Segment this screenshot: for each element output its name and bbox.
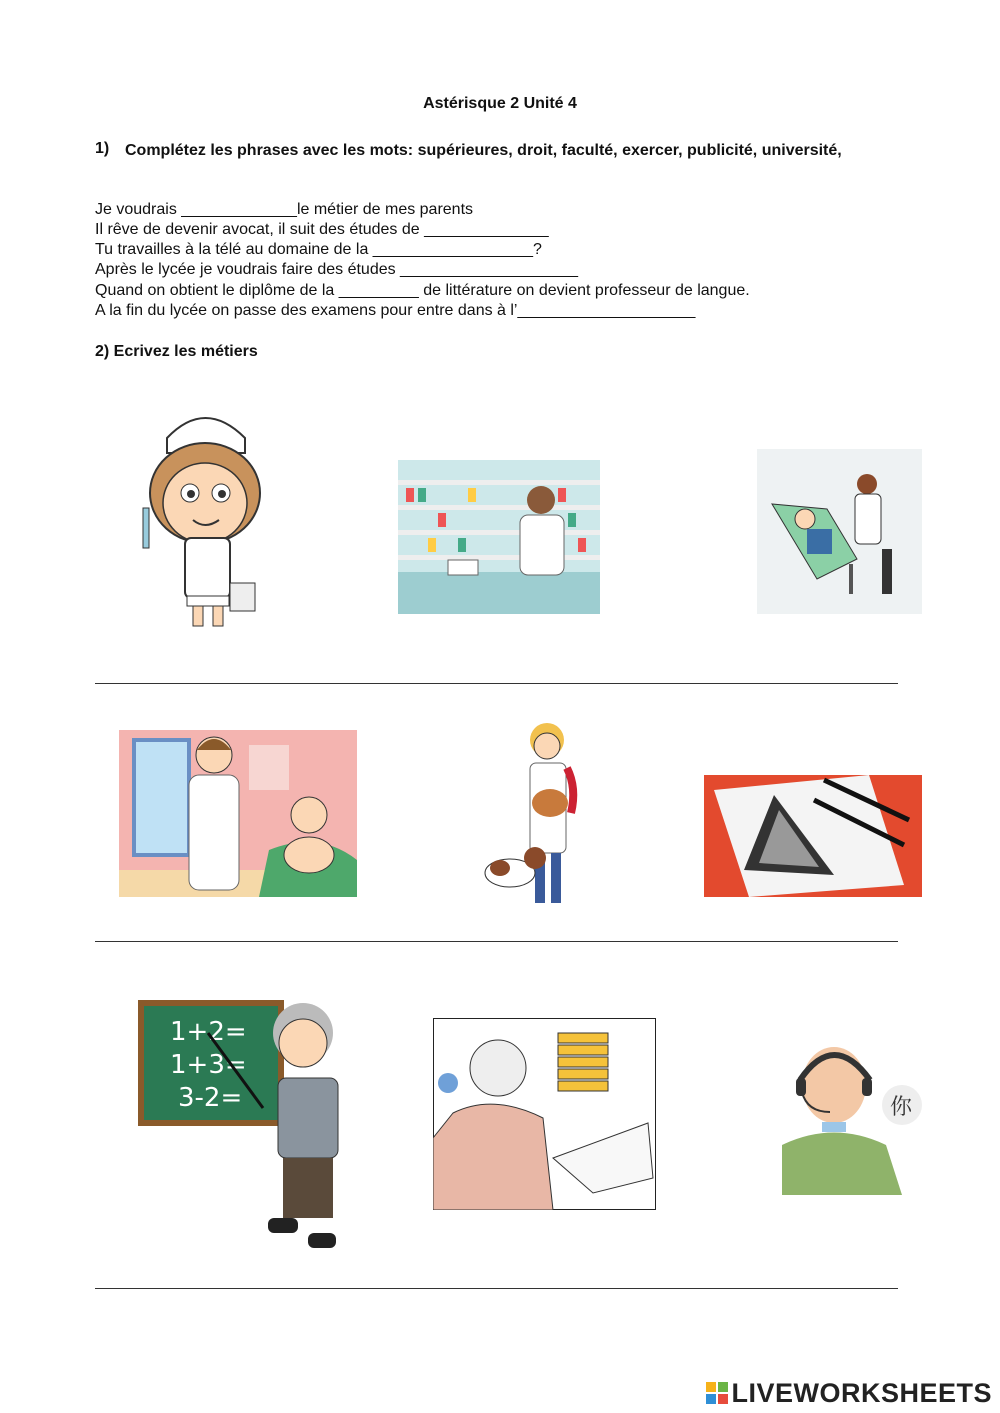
liveworksheets-logo[interactable] xyxy=(706,1378,992,1408)
dentist-image xyxy=(757,449,922,614)
answer-line-1[interactable] xyxy=(95,683,898,684)
writer-image xyxy=(433,1018,656,1210)
sentence-6[interactable]: A la fin du lycée on passe des examens pour entre dans à l’____________________ xyxy=(95,302,696,319)
answer-line-2[interactable] xyxy=(95,941,898,942)
sentence-1[interactable]: Je voudrais _____________le métier de mes parents xyxy=(95,201,474,218)
nurse-image xyxy=(115,398,295,633)
logo-icon xyxy=(706,1382,728,1404)
svg-text:1+3=: 1+3= xyxy=(170,1050,247,1080)
exercise-1-number: 1) xyxy=(95,140,110,157)
logo-text: LIVEWORKSHEETS xyxy=(731,1377,992,1408)
sentence-5[interactable]: Quand on obtient le diplôme de la _________ de littérature on devient professeur de langue. xyxy=(95,282,750,299)
exercise-2-instruction: 2) Ecrivez les métiers xyxy=(95,343,258,360)
interpreter-image xyxy=(782,1030,927,1195)
artist-drawing-image xyxy=(704,775,922,897)
pharmacist-image xyxy=(398,460,600,614)
page-title: Astérisque 2 Unité 4 xyxy=(423,95,577,112)
sentence-4[interactable]: Après le lycée je voudrais faire des études ____________________ xyxy=(95,261,579,278)
svg-text:1+2=: 1+2= xyxy=(170,1017,247,1047)
answer-line-3[interactable] xyxy=(95,1288,898,1289)
sentence-2[interactable]: Il rêve de devenir avocat, il suit des études de ______________ xyxy=(95,221,549,238)
svg-text:3-2=: 3-2= xyxy=(178,1083,243,1113)
sentence-3[interactable]: Tu travailles à la télé au domaine de la __________________? xyxy=(95,241,542,258)
interpreter-glyph: 你 xyxy=(890,1095,913,1120)
exercise-1-instruction: Complétez les phrases avec les mots: supérieures, droit, faculté, exercer, publicité, université, xyxy=(125,142,842,159)
pediatrician-image xyxy=(119,730,357,897)
teacher-image xyxy=(138,998,363,1256)
veterinarian-image xyxy=(475,718,590,908)
